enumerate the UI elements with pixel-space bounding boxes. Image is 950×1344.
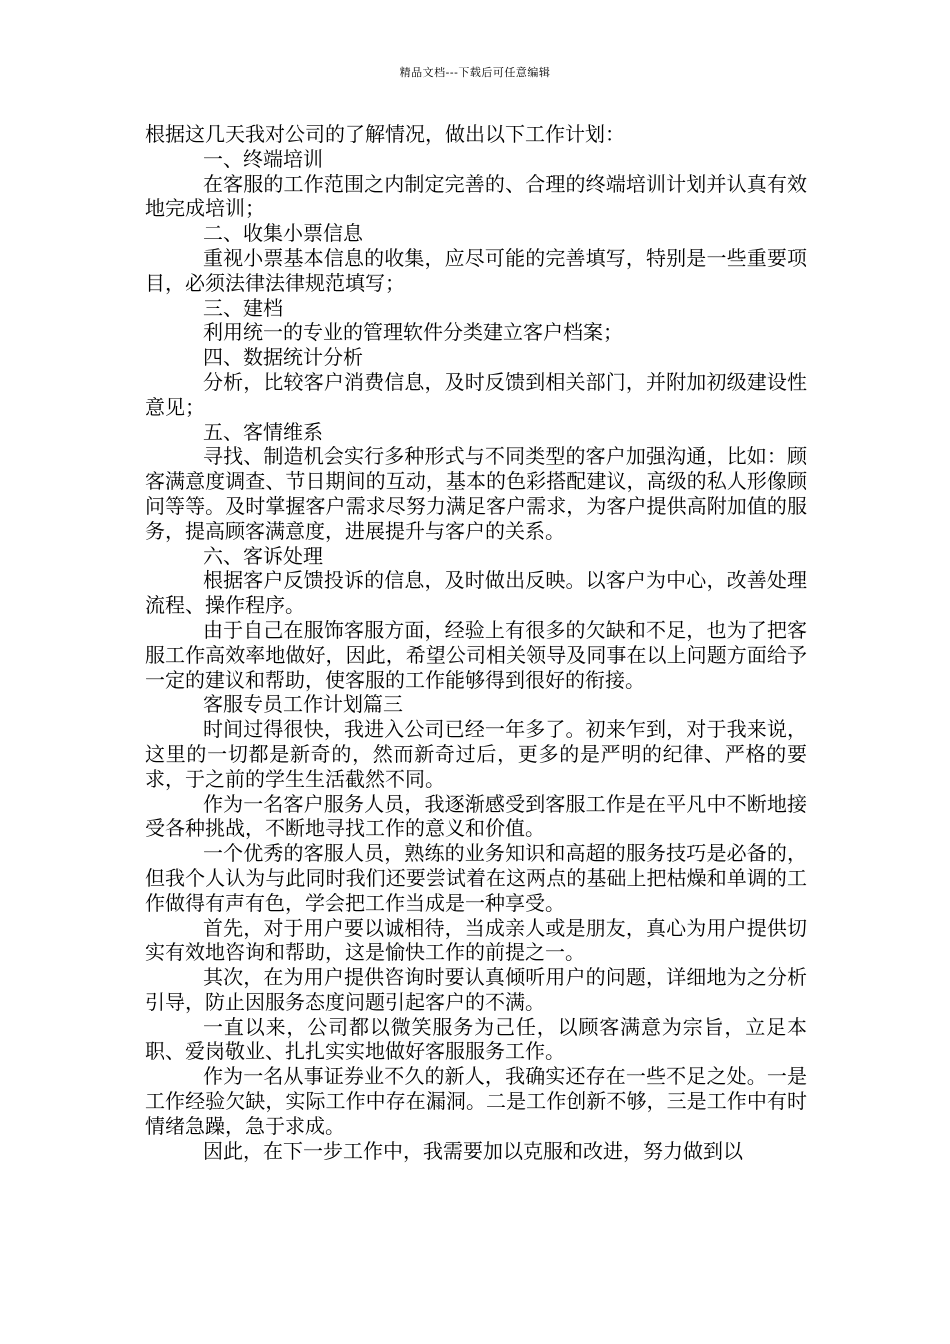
page-header: 精品文档---下载后可任意编辑	[399, 66, 551, 79]
paragraph: 根据客户反馈投诉的信息，及时做出反映。以客户为中心，改善处理流程、操作程序。	[145, 568, 807, 618]
paragraph: 一直以来，公司都以微笑服务为己任，以顾客满意为宗旨，立足本职、爱岗敬业、扎扎实实地做好客服服务工作。	[145, 1014, 807, 1064]
paragraph: 根据这几天我对公司的了解情况，做出以下工作计划：	[145, 122, 625, 146]
paragraph: 利用统一的专业的管理软件分类建立客户档案；	[203, 320, 623, 345]
paragraph: 由于自己在服饰客服方面，经验上有很多的欠缺和不足，也为了把客服工作高效率地做好，因此，希望公司相关领导及同事在以上问题方面给予一定的建议和帮助，使客服的工作能够得到很好的衔接。	[145, 617, 807, 692]
paragraph: 作为一名客户服务人员，我逐渐感受到客服工作是在平凡中不断地接受各种挑战，不断地寻找工作的意义和价值。	[145, 791, 807, 841]
paragraph: 重视小票基本信息的收集，应尽可能的完善填写，特别是一些重要项目，必须法律法律规范填写；	[145, 245, 807, 295]
paragraph: 首先，对于用户要以诚相待，当成亲人或是朋友，真心为用户提供切实有效地咨询和帮助，这是愉快工作的前提之一。	[145, 915, 807, 965]
paragraph: 分析，比较客户消费信息，及时反馈到相关部门，并附加初级建设性意见；	[145, 369, 807, 419]
paragraph: 在客服的工作范围之内制定完善的、合理的终端培训计划并认真有效地完成培训；	[145, 171, 807, 221]
paragraph: 二、收集小票信息	[203, 221, 363, 246]
paragraph: 其次，在为用户提供咨询时要认真倾听用户的问题，详细地为之分析引导，防止因服务态度问题引起客户的不满。	[145, 965, 807, 1014]
paragraph: 客服专员工作计划篇三	[203, 692, 403, 717]
paragraph: 一、终端培训	[203, 146, 323, 171]
paragraph: 因此，在下一步工作中，我需要加以克服和改进，努力做到以	[203, 1138, 743, 1163]
paragraph: 一个优秀的客服人员，熟练的业务知识和高超的服务技巧是必备的，但我个人认为与此同时我们还要尝试着在这两点的基础上把枯燥和单调的工作做得有声有色，学会把工作当成是一种享受。	[145, 841, 807, 915]
paragraph: 六、客诉处理	[203, 543, 323, 568]
paragraph: 四、数据统计分析	[203, 345, 363, 370]
paragraph: 时间过得很快，我进入公司已经一年多了。初来乍到，对于我来说，这里的一切都是新奇的，然而新奇过后，更多的是严明的纪律、严格的要求，于之前的学生生活截然不同。	[145, 717, 807, 791]
paragraph: 三、建档	[203, 295, 283, 320]
paragraph: 作为一名从事证券业不久的新人，我确实还存在一些不足之处。一是工作经验欠缺，实际工作中存在漏洞。二是工作创新不够，三是工作中有时情绪急躁，急于求成。	[145, 1064, 807, 1138]
document-body	[145, 122, 807, 1163]
paragraph: 五、客情维系	[203, 419, 323, 444]
paragraph: 寻找、制造机会实行多种形式与不同类型的客户加强沟通，比如：顾客满意度调查、节日期间的互动，基本的色彩搭配建议，高级的私人形像顾问等等。及时掌握客户需求尽努力满足客户需求，为客户提供高附加值的服务，提高顾客满意度，进展提升与客户的关系。	[145, 444, 807, 543]
